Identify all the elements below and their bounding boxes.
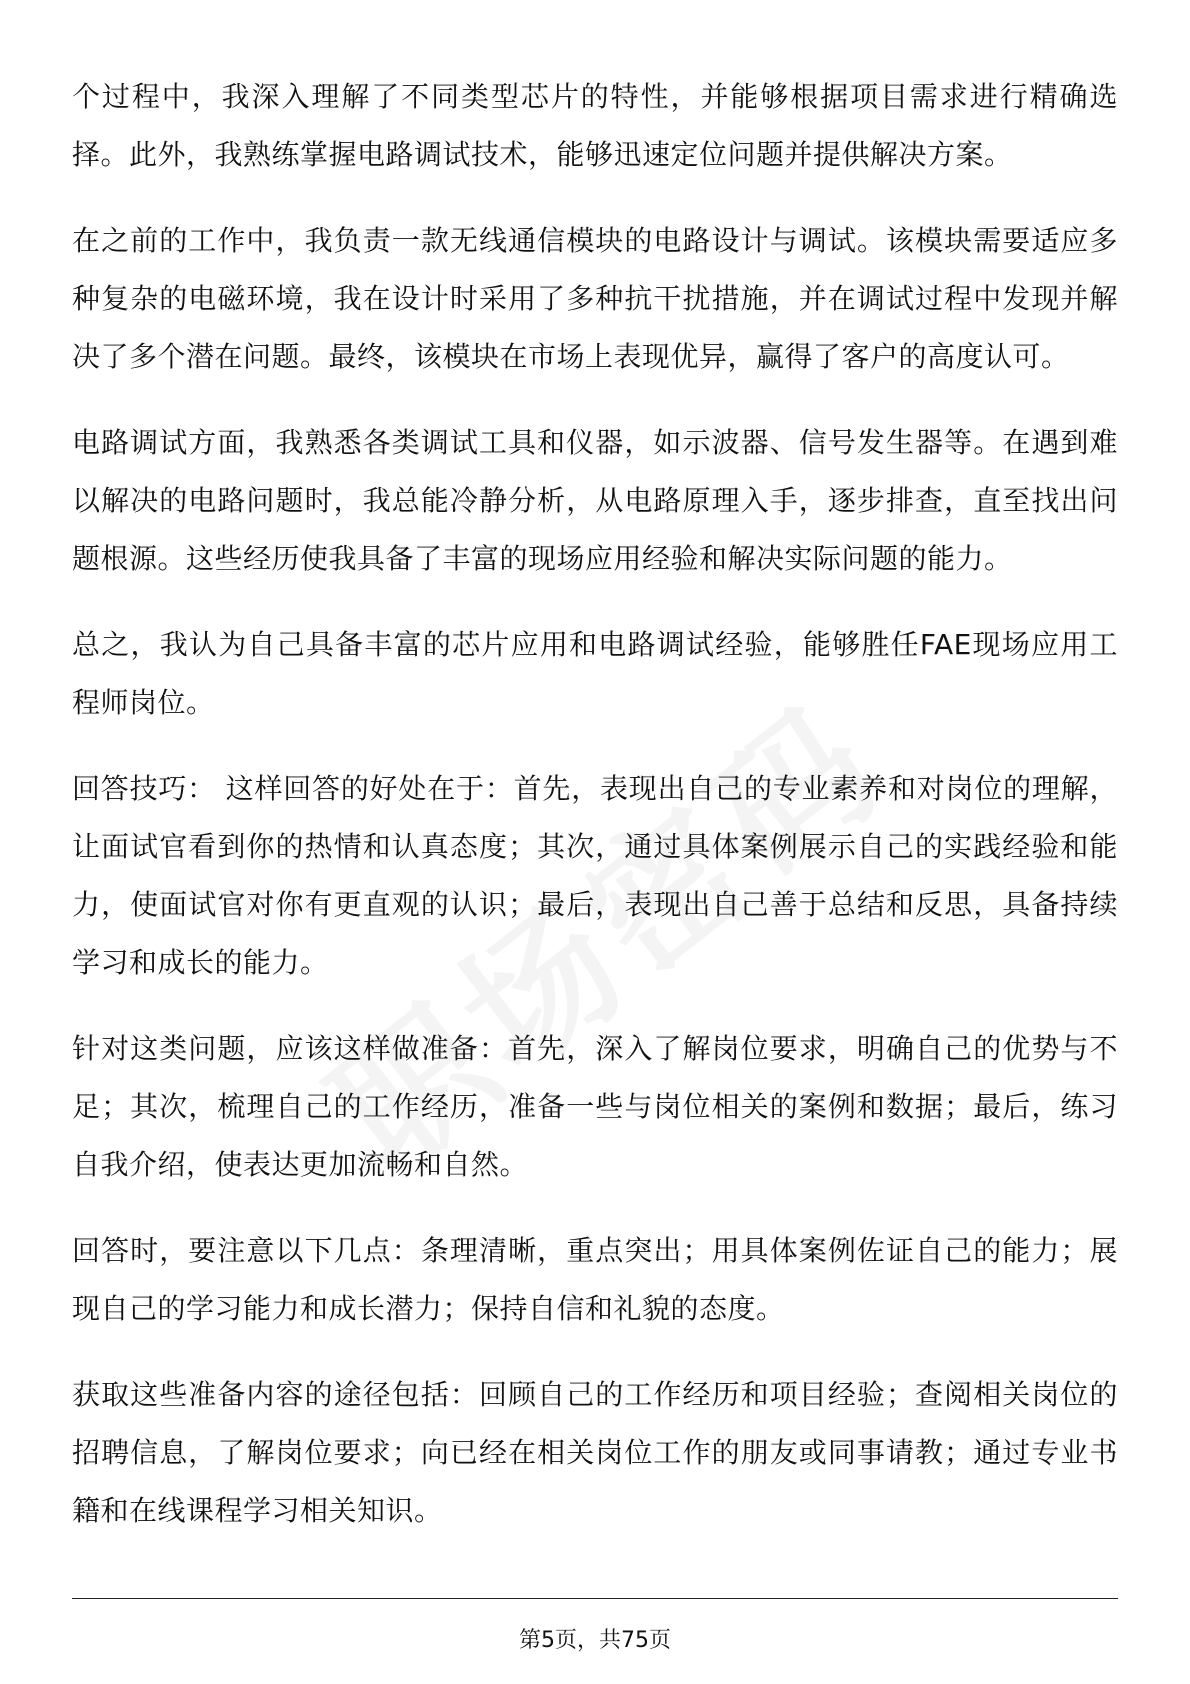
paragraph: 电路调试方面，我熟悉各类调试工具和仪器，如示波器、信号发生器等。在遇到难以解决的电路问题时，我总能冷静分析，从电路原理入手，逐步排查，直至找出问题根源。这些经历使我具备了丰富的现场应用经验和解决实际问题的能力。: [72, 426, 1118, 575]
paragraph: 获取这些准备内容的途径包括：回顾自己的工作经历和项目经验；查阅相关岗位的招聘信息，了解岗位要求；向已经在相关岗位工作的朋友或同事请教；通过专业书籍和在线课程学习相关知识。: [72, 1378, 1118, 1527]
paragraph: 在之前的工作中，我负责一款无线通信模块的电路设计与调试。该模块需要适应多种复杂的电磁环境，我在设计时采用了多种抗干扰措施，并在调试过程中发现并解决了多个潜在问题。最终，该模块在市场上表现优异，赢得了客户的高度认可。: [72, 224, 1118, 373]
page-number: 第5页，共75页: [519, 1628, 671, 1653]
paragraph: 回答技巧： 这样回答的好处在于：首先，表现出自己的专业素养和对岗位的理解，让面试官看到你的热情和认真态度；其次，通过具体案例展示自己的实践经验和能力，使面试官对你有更直观的认识；最后，表现出自己善于总结和反思，具备持续学习和成长的能力。: [72, 772, 1118, 979]
paragraph: 个过程中，我深入理解了不同类型芯片的特性，并能够根据项目需求进行精确选择。此外，我熟练掌握电路调试技术，能够迅速定位问题并提供解决方案。: [72, 80, 1118, 171]
paragraph: 回答时，要注意以下几点：条理清晰，重点突出；用具体案例佐证自己的能力；展现自己的学习能力和成长潜力；保持自信和礼貌的态度。: [72, 1234, 1118, 1325]
document-body: [72, 68, 1118, 1540]
paragraph: 总之，我认为自己具备丰富的芯片应用和电路调试经验，能够胜任FAE现场应用工程师岗位。: [72, 628, 1118, 719]
footer-divider: [72, 1598, 1118, 1599]
paragraph: 针对这类问题，应该这样做准备：首先，深入了解岗位要求，明确自己的优势与不足；其次，梳理自己的工作经历，准备一些与岗位相关的案例和数据；最后，练习自我介绍，使表达更加流畅和自然。: [72, 1032, 1118, 1181]
